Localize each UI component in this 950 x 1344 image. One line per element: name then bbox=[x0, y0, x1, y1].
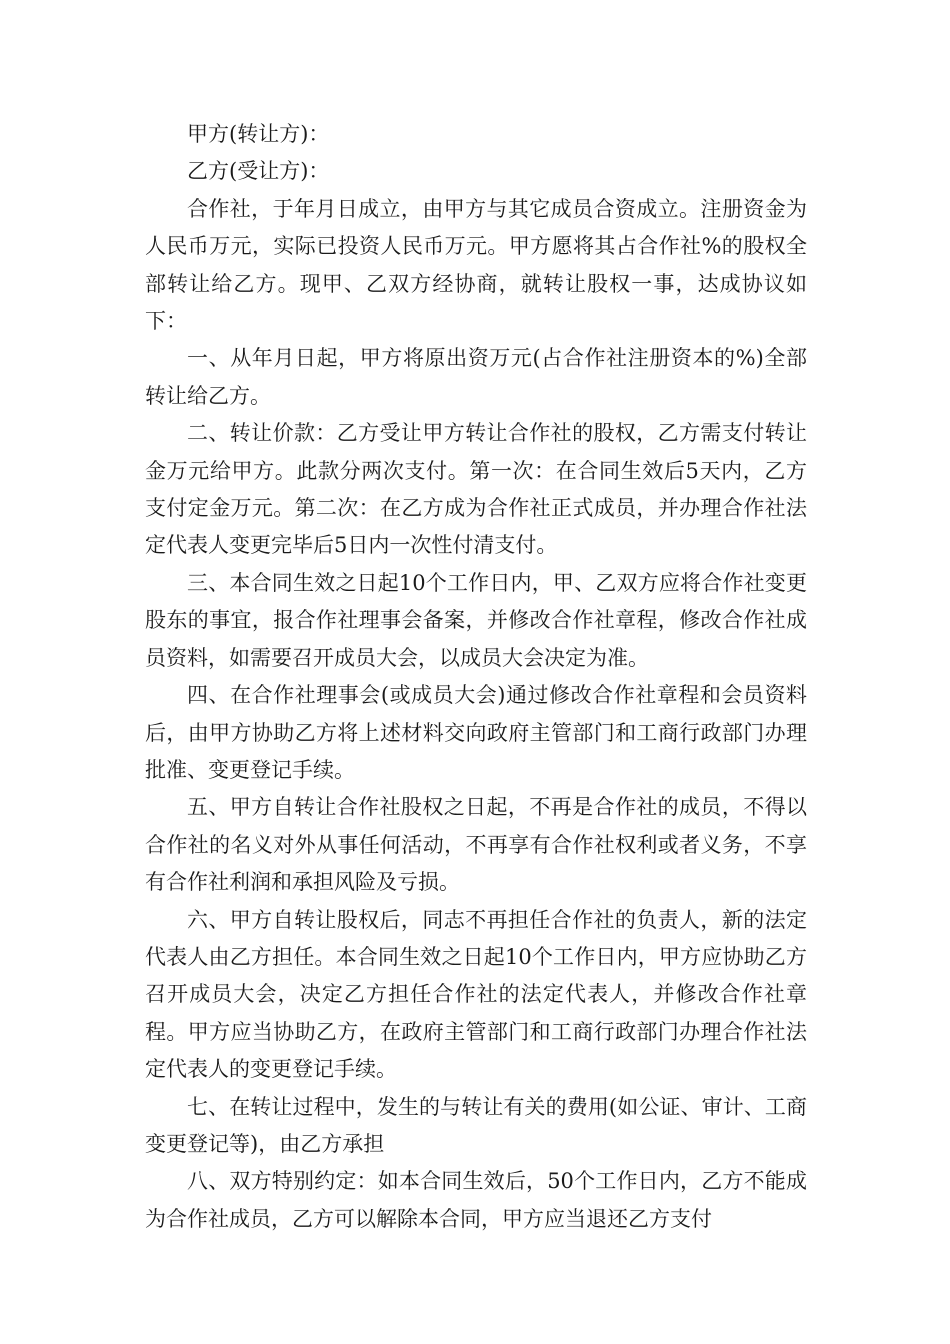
party-b-line: 乙方(受让方)： bbox=[187, 159, 330, 184]
document-body bbox=[145, 116, 807, 1238]
party-a-line: 甲方(转让方)： bbox=[187, 122, 330, 146]
clause-3: 三、本合同生效之日起10个工作日内，甲、乙双方应将合作社变更股东的事宜，报合作社理事会备案，并修改合作社章程，修改合作社成员资料，如需要召开成员大会，以成员大会决定为准。 bbox=[145, 570, 807, 670]
clause-6: 六、甲方自转让股权后，同志不再担任合作社的负责人，新的法定代表人由乙方担任。本合同生效之日起10个工作日内，甲方应协助乙方召开成员大会，决定乙方担任合作社的法定代表人，并修改合作社章程。甲方应当协助乙方，在政府主管部门和工商行政部门办理合作社法定代表人的变更登记手续。 bbox=[145, 907, 807, 1082]
clause-8: 八、双方特别约定：如本合同生效后，50个工作日内，乙方不能成为合作社成员，乙方可以解除本合同，甲方应当退还乙方支付 bbox=[145, 1169, 807, 1231]
clause-4: 四、在合作社理事会(或成员大会)通过修改合作社章程和会员资料后，由甲方协助乙方将上述材料交向政府主管部门和工商行政部门办理批准、变更登记手续。 bbox=[145, 683, 807, 782]
clause-7: 七、在转让过程中，发生的与转让有关的费用(如公证、审计、工商变更登记等)，由乙方承担 bbox=[145, 1094, 807, 1156]
preamble-paragraph: 合作社，于年月日成立，由甲方与其它成员合资成立。注册资金为人民币万元，实际已投资人民币万元。甲方愿将其占合作社%的股权全部转让给乙方。现甲、乙双方经协商，就转让股权一事，达成协议如下： bbox=[145, 196, 807, 334]
clause-5: 五、甲方自转让合作社股权之日起，不再是合作社的成员，不得以合作社的名义对外从事任何活动，不再享有合作社权利或者义务，不享有合作社利润和承担风险及亏损。 bbox=[145, 795, 807, 895]
clause-2: 二、转让价款：乙方受让甲方转让合作社的股权，乙方需支付转让金万元给甲方。此款分两次支付。第一次：在合同生效后5天内，乙方支付定金万元。第二次：在乙方成为合作社正式成员，并办理合作社法定代表人变更完毕后5日内一次性付清支付。 bbox=[145, 421, 807, 558]
clause-1: 一、从年月日起，甲方将原出资万元(占合作社注册资本的%)全部转让给乙方。 bbox=[145, 346, 807, 408]
